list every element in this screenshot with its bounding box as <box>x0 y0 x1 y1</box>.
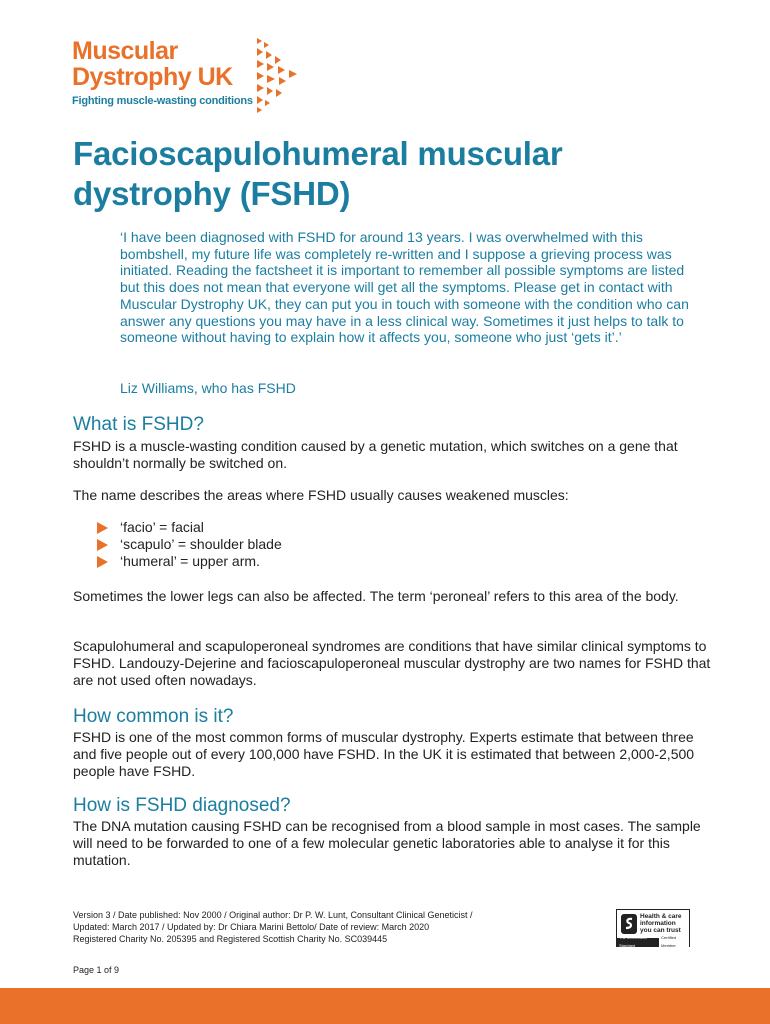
quote-attribution: Liz Williams, who has FSHD <box>120 380 296 396</box>
list-item <box>97 536 282 553</box>
logo-text-line2: Dystrophy UK <box>72 63 233 91</box>
metadata-line-updated: Updated: March 2017 / Updated by: Dr Chiara Marini Bettolo/ Date of review: March 2020 <box>73 922 430 932</box>
footer-band <box>0 988 770 1024</box>
what-paragraph-1: FSHD is a muscle-wasting condition caused by a genetic mutation, which switches on a gene that shouldn’t normally be switched on. <box>73 438 678 471</box>
badge-text-line3: you can trust <box>640 927 681 934</box>
arrow-bullet-icon <box>97 556 108 568</box>
page-title: Facioscapulohumeral muscular dystrophy (FSHD) <box>73 135 563 212</box>
badge-footer <box>617 935 689 948</box>
arrow-bullet-icon <box>97 522 108 534</box>
badge-text-line1: Health & care <box>640 913 682 920</box>
logo-tagline: Fighting muscle-wasting conditions <box>72 95 253 107</box>
patient-quote: ‘I have been diagnosed with FSHD for around 13 years. I was overwhelmed with this bombshell, my future life was completely re-written and I suppose a grieving process was initiated. Reading the factsheet it is important to remember all possible symptoms are listed but this does not mean that everyone will get all the symptoms. Please get in contact with Muscular Dystrophy UK, they can put you in touch with someone with the condition who can answer any questions you may have in a less clinical way. Sometimes it just helps to talk to someone without having to explain how it affects you, someone who just ‘gets it’.’ <box>120 229 689 346</box>
affected-areas-list <box>97 519 282 570</box>
what-paragraph-2: The name describes the areas where FSHD usually causes weakened muscles: <box>73 487 569 503</box>
heading-what-is-fshd: What is FSHD? <box>73 414 204 435</box>
what-paragraph-4: Scapulohumeral and scapuloperoneal syndromes are conditions that have similar clinical symptoms to FSHD. Landouzy-Dejerine and facioscapuloperoneal muscular dystrophy are two names for FSHD that are not used often nowadays. <box>73 638 711 688</box>
common-paragraph-1: FSHD is one of the most common forms of muscular dystrophy. Experts estimate that between three and five people out of every 100,000 have FSHD. In the UK it is estimated that between 2,000-2,500 people have FSHD. <box>73 729 695 779</box>
list-item-text: ‘humeral’ = upper arm. <box>120 553 260 569</box>
heading-how-diagnosed: How is FSHD diagnosed? <box>73 795 291 816</box>
information-standard-badge <box>616 909 690 947</box>
arrow-bullet-icon <box>97 539 108 551</box>
badge-text <box>640 913 682 934</box>
what-paragraph-3: Sometimes the lower legs can also be affected. The term ‘peroneal’ refers to this area of the body. <box>73 588 679 604</box>
info-standard-icon <box>621 914 637 934</box>
document-metadata <box>73 909 573 945</box>
badge-text-line2: information <box>640 920 676 927</box>
list-item <box>97 553 282 570</box>
logo-text-line1: Muscular <box>72 37 178 65</box>
metadata-line-charity: Registered Charity No. 205395 and Registered Scottish Charity No. SC039445 <box>73 934 388 944</box>
metadata-line-version: Version 3 / Date published: Nov 2000 / Original author: Dr P. W. Lunt, Consultant Clinical Geneticist / <box>73 910 473 920</box>
badge-standard-label: The Information Standard <box>619 935 648 948</box>
diagnosed-paragraph-1: The DNA mutation causing FSHD can be recognised from a blood sample in most cases. The sample will need to be forwarded to one of a few molecular genetic laboratories able to analyse it for this mutation. <box>73 818 701 868</box>
list-item-text: ‘facio’ = facial <box>120 519 204 535</box>
logo-triangles-icon <box>253 36 305 116</box>
page-number: Page 1 of 9 <box>73 965 120 975</box>
list-item <box>97 519 282 536</box>
badge-certified-label: Certified Member <box>659 934 689 950</box>
heading-how-common: How common is it? <box>73 706 234 727</box>
list-item-text: ‘scapulo’ = shoulder blade <box>120 536 282 552</box>
brand-logo <box>72 38 253 107</box>
